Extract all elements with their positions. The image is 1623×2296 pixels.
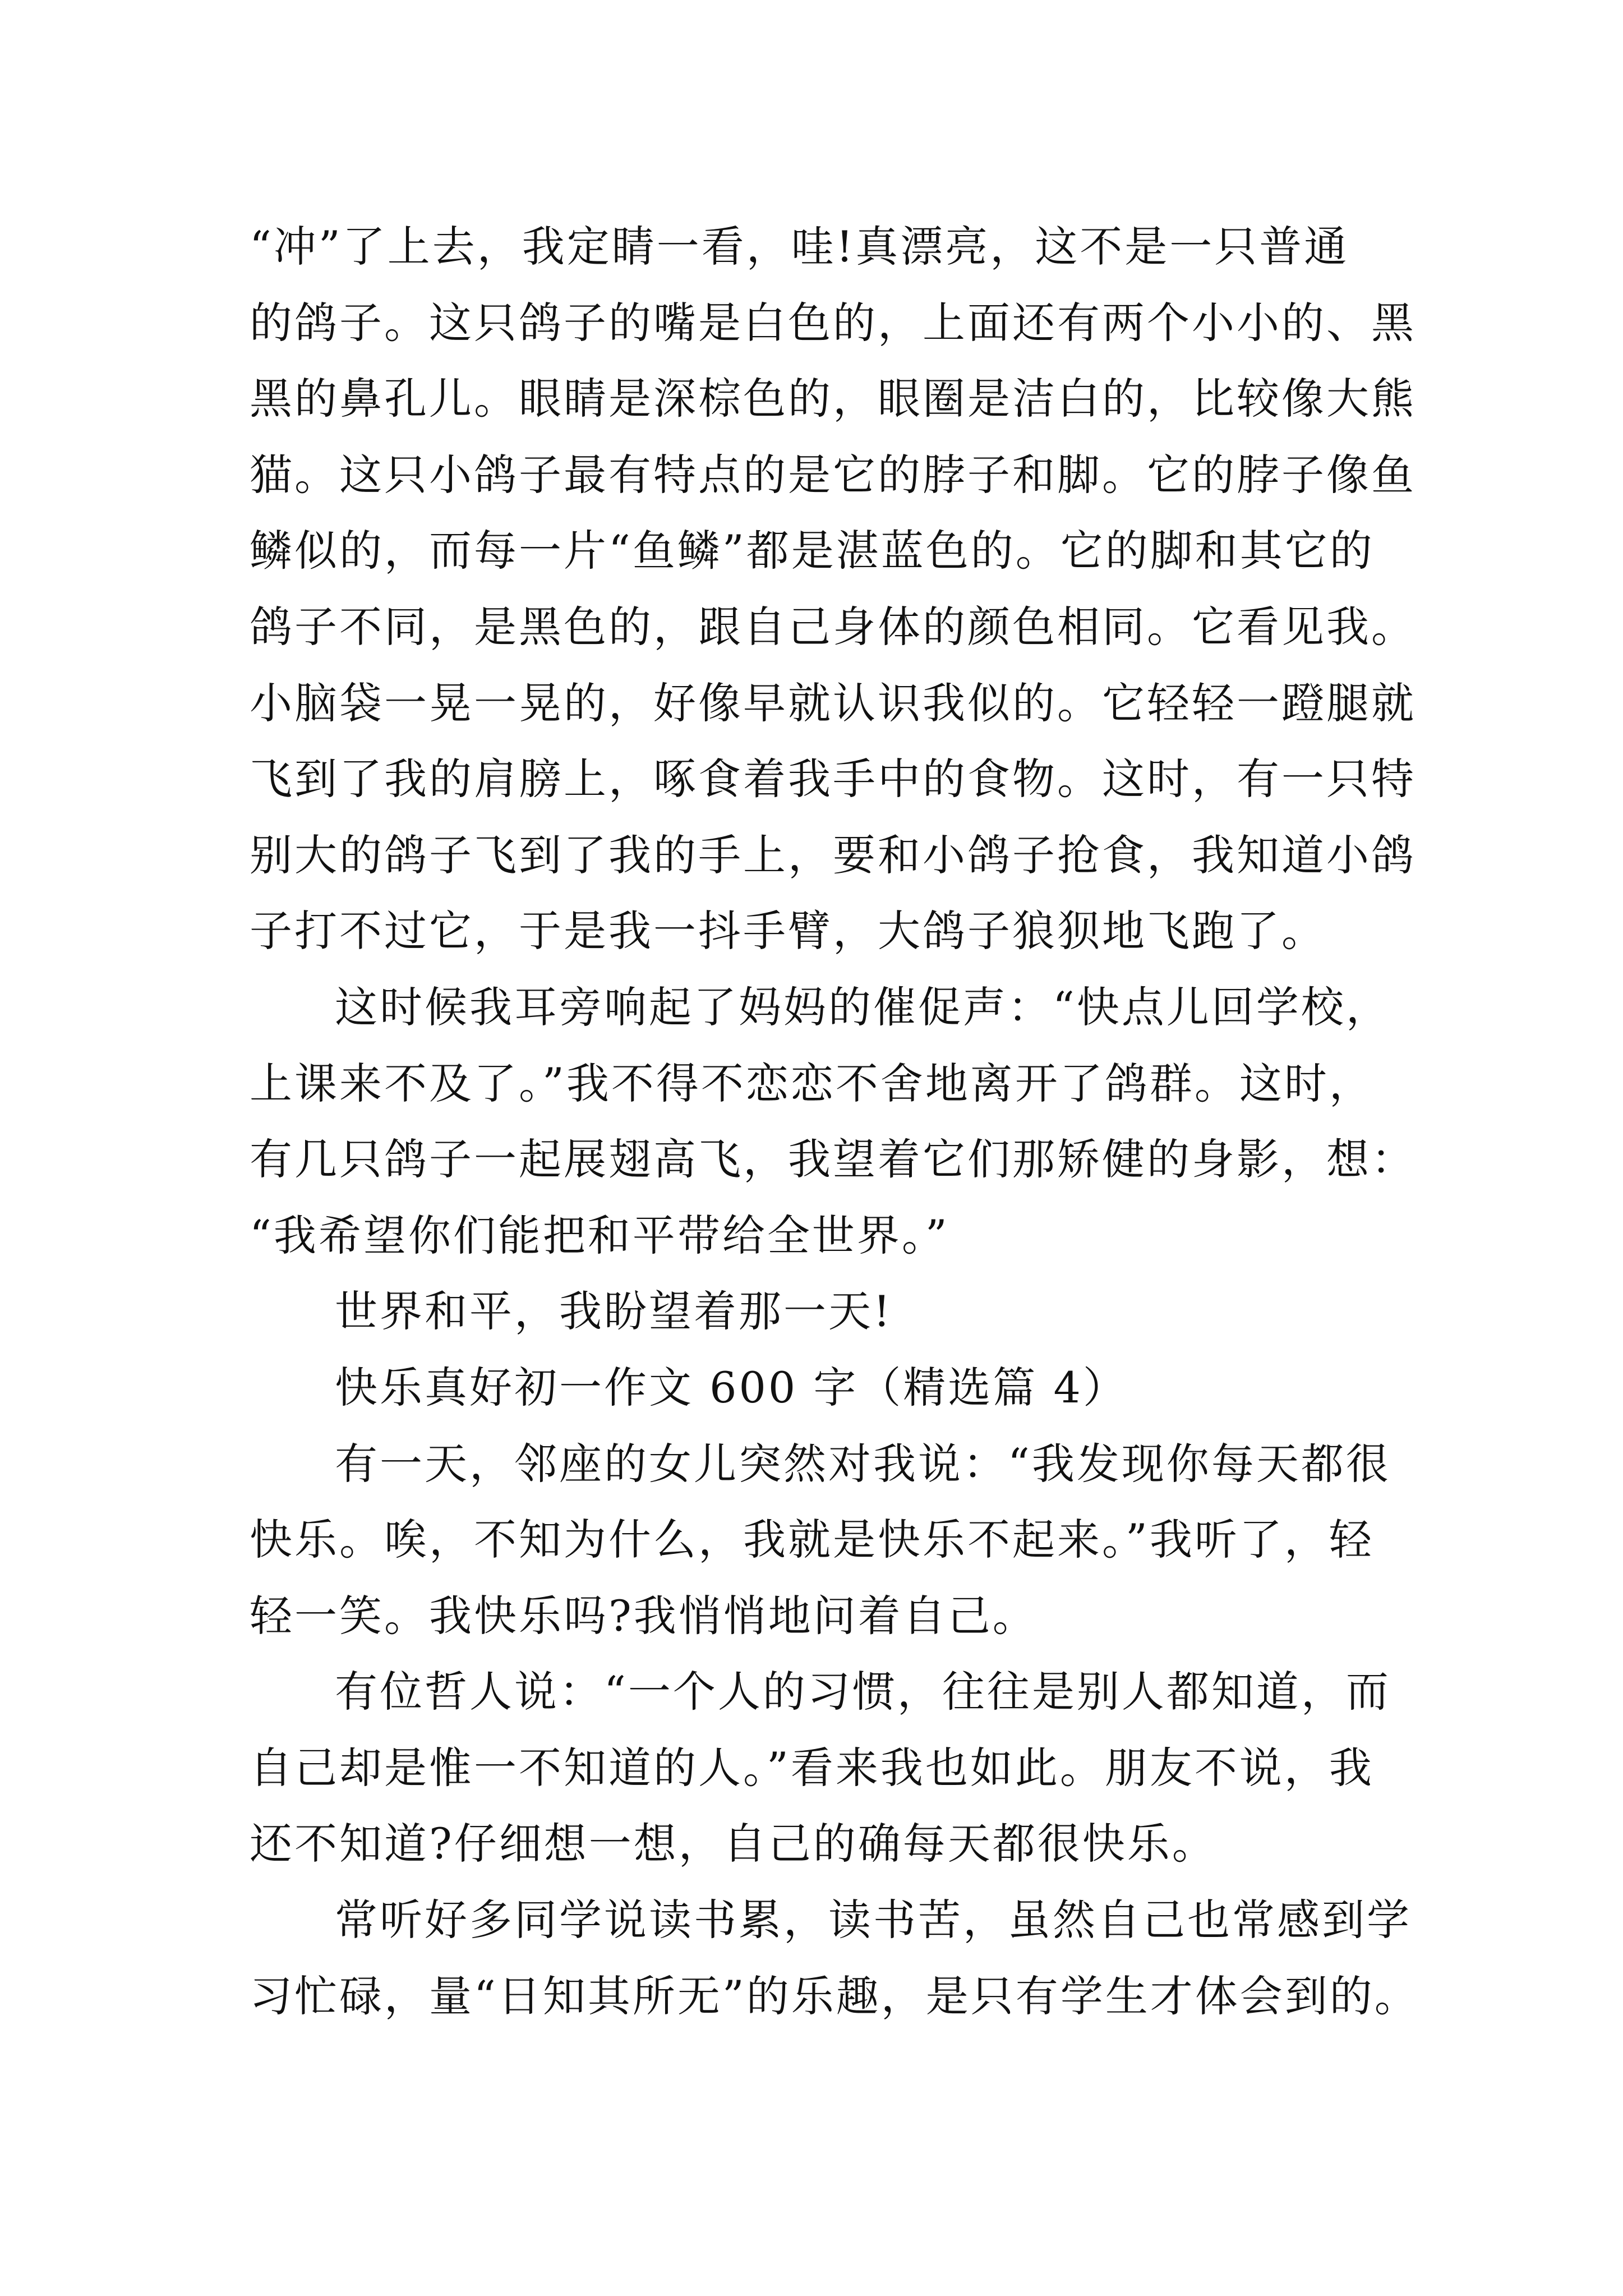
text-line: 猫。这只小鸽子最有特点的是它的脖子和脚。它的脖子像鱼 bbox=[250, 449, 1416, 500]
section-heading: 快乐真好初一作文 600 字（精选篇 4） bbox=[335, 1362, 1128, 1412]
text-line: 有几只鸽子一起展翅高飞，我望着它们那矫健的身影，想： bbox=[250, 1134, 1416, 1185]
text-line: 上课来不及了。”我不得不恋恋不舍地离开了鸽群。这时， bbox=[250, 1058, 1374, 1108]
text-line: 自己却是惟一不知道的人。”看来我也如此。朋友不说，我 bbox=[250, 1742, 1374, 1793]
text-line: 的鸽子。这只鸽子的嘴是白色的，上面还有两个小小的、黑 bbox=[250, 297, 1416, 348]
text-line: “冲”了上去，我定睛一看，哇!真漂亮，这不是一只普通 bbox=[250, 222, 1349, 272]
essay-body bbox=[250, 209, 1419, 2034]
text-line: 小脑袋一晃一晃的，好像早就认识我似的。它轻轻一蹬腿就 bbox=[250, 678, 1416, 728]
text-line: 黑的鼻孔儿。眼睛是深棕色的，眼圈是洁白的，比较像大熊 bbox=[250, 374, 1416, 424]
text-line: 轻一笑。我快乐吗?我悄悄地问着自己。 bbox=[250, 1590, 1038, 1641]
paragraph-start-line: 世界和平，我盼望着那一天! bbox=[335, 1286, 893, 1337]
text-line: 别大的鸽子飞到了我的手上，要和小鸽子抢食，我知道小鸽 bbox=[250, 830, 1416, 880]
paragraph-start-line: 有位哲人说：“一个人的习惯，往往是别人都知道，而 bbox=[335, 1667, 1391, 1717]
paragraph-start-line: 常听好多同学说读书累，读书苦，虽然自己也常感到学 bbox=[335, 1895, 1412, 1945]
text-line: 飞到了我的肩膀上，啄食着我手中的食物。这时，有一只特 bbox=[250, 754, 1416, 804]
text-line: “我希望你们能把和平带给全世界。” bbox=[250, 1210, 949, 1260]
paragraph-start-line: 有一天，邻座的女儿突然对我说：“我发现你每天都很 bbox=[335, 1438, 1391, 1489]
text-line: 还不知道?仔细想一想，自己的确每天都很快乐。 bbox=[250, 1819, 1217, 1869]
text-line: 快乐。唉，不知为什么，我就是快乐不起来。”我听了，轻 bbox=[250, 1515, 1374, 1565]
text-line: 子打不过它，于是我一抖手臂，大鸽子狼狈地飞跑了。 bbox=[250, 906, 1326, 956]
text-line: 鸽子不同，是黑色的，跟自己身体的颜色相同。它看见我。 bbox=[250, 601, 1416, 652]
text-line: 鳞似的，而每一片“鱼鳞”都是湛蓝色的。它的脚和其它的 bbox=[250, 526, 1375, 576]
text-line: 习忙碌，量“日知其所无”的乐趣，是只有学生才体会到的。 bbox=[250, 1971, 1419, 2021]
paragraph-start-line: 这时候我耳旁响起了妈妈的催促声：“快点儿回学校， bbox=[335, 982, 1391, 1032]
